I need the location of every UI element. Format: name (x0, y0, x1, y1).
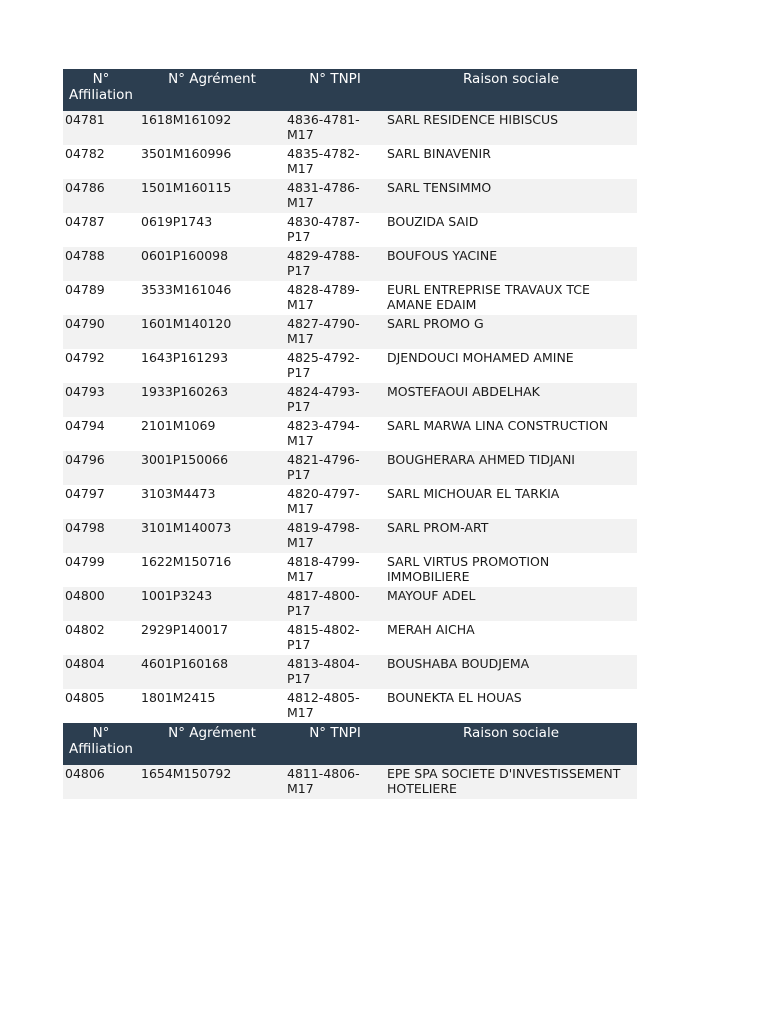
cell-raison-sociale: SARL MARWA LINA CONSTRUCTION (385, 417, 637, 451)
cell-raison-sociale: SARL VIRTUS PROMOTION IMMOBILIERE (385, 553, 637, 587)
cell-tnpi: 4835-4782-M17 (285, 145, 385, 179)
cell-tnpi: 4823-4794-M17 (285, 417, 385, 451)
column-header-agrement: N° Agrément (139, 723, 285, 765)
column-header-tnpi: N° TNPI (285, 69, 385, 111)
cell-tnpi: 4820-4797-M17 (285, 485, 385, 519)
cell-agrement: 0601P160098 (139, 247, 285, 281)
affiliation-table-container (63, 69, 637, 799)
cell-tnpi: 4815-4802-P17 (285, 621, 385, 655)
cell-tnpi: 4829-4788-P17 (285, 247, 385, 281)
table-row (63, 587, 637, 621)
cell-agrement: 3001P150066 (139, 451, 285, 485)
column-header-affiliation: N° Affiliation (63, 69, 139, 111)
table-row (63, 145, 637, 179)
cell-tnpi: 4824-4793-P17 (285, 383, 385, 417)
cell-tnpi: 4818-4799-M17 (285, 553, 385, 587)
table-row (63, 179, 637, 213)
cell-affiliation: 04786 (63, 179, 139, 213)
cell-raison-sociale: MOSTEFAOUI ABDELHAK (385, 383, 637, 417)
cell-tnpi: 4828-4789-M17 (285, 281, 385, 315)
cell-agrement: 1622M150716 (139, 553, 285, 587)
cell-agrement: 1643P161293 (139, 349, 285, 383)
cell-affiliation: 04793 (63, 383, 139, 417)
cell-raison-sociale: BOUZIDA SAID (385, 213, 637, 247)
column-header-affiliation: N° Affiliation (63, 723, 139, 765)
cell-tnpi: 4821-4796-P17 (285, 451, 385, 485)
table-row (63, 417, 637, 451)
table-row (63, 553, 637, 587)
cell-raison-sociale: DJENDOUCI MOHAMED AMINE (385, 349, 637, 383)
cell-agrement: 0619P1743 (139, 213, 285, 247)
cell-tnpi: 4819-4798-M17 (285, 519, 385, 553)
cell-affiliation: 04797 (63, 485, 139, 519)
cell-affiliation: 04806 (63, 765, 139, 799)
cell-affiliation: 04789 (63, 281, 139, 315)
table-row (63, 655, 637, 689)
cell-agrement: 3103M4473 (139, 485, 285, 519)
cell-agrement: 2929P140017 (139, 621, 285, 655)
cell-affiliation: 04805 (63, 689, 139, 723)
table-row (63, 485, 637, 519)
cell-affiliation: 04781 (63, 111, 139, 145)
cell-agrement: 4601P160168 (139, 655, 285, 689)
column-header-agrement: N° Agrément (139, 69, 285, 111)
table-row (63, 519, 637, 553)
table-row (63, 315, 637, 349)
column-header-raison-sociale: Raison sociale (385, 69, 637, 111)
cell-affiliation: 04796 (63, 451, 139, 485)
cell-affiliation: 04798 (63, 519, 139, 553)
cell-agrement: 1001P3243 (139, 587, 285, 621)
cell-raison-sociale: BOUNEKTA EL HOUAS (385, 689, 637, 723)
table-row (63, 765, 637, 799)
cell-agrement: 3101M140073 (139, 519, 285, 553)
cell-raison-sociale: SARL PROM-ART (385, 519, 637, 553)
column-header-raison-sociale: Raison sociale (385, 723, 637, 765)
cell-affiliation: 04804 (63, 655, 139, 689)
cell-tnpi: 4825-4792-P17 (285, 349, 385, 383)
cell-affiliation: 04794 (63, 417, 139, 451)
cell-affiliation: 04799 (63, 553, 139, 587)
table-header-row (63, 69, 637, 111)
cell-affiliation: 04782 (63, 145, 139, 179)
cell-raison-sociale: SARL TENSIMMO (385, 179, 637, 213)
cell-tnpi: 4811-4806-M17 (285, 765, 385, 799)
cell-raison-sociale: MAYOUF ADEL (385, 587, 637, 621)
cell-agrement: 3533M161046 (139, 281, 285, 315)
column-header-tnpi: N° TNPI (285, 723, 385, 765)
cell-raison-sociale: MERAH AICHA (385, 621, 637, 655)
cell-tnpi: 4830-4787-P17 (285, 213, 385, 247)
cell-raison-sociale: SARL MICHOUAR EL TARKIA (385, 485, 637, 519)
table-row (63, 247, 637, 281)
cell-affiliation: 04787 (63, 213, 139, 247)
cell-agrement: 1933P160263 (139, 383, 285, 417)
cell-affiliation: 04800 (63, 587, 139, 621)
cell-affiliation: 04792 (63, 349, 139, 383)
table-row (63, 621, 637, 655)
table-header-row (63, 723, 637, 765)
table-row (63, 281, 637, 315)
cell-affiliation: 04802 (63, 621, 139, 655)
cell-tnpi: 4827-4790-M17 (285, 315, 385, 349)
cell-agrement: 1601M140120 (139, 315, 285, 349)
cell-tnpi: 4831-4786-M17 (285, 179, 385, 213)
cell-raison-sociale: BOUSHABA BOUDJEMA (385, 655, 637, 689)
table-row (63, 383, 637, 417)
cell-agrement: 3501M160996 (139, 145, 285, 179)
cell-raison-sociale: BOUFOUS YACINE (385, 247, 637, 281)
cell-tnpi: 4817-4800-P17 (285, 587, 385, 621)
table-row (63, 349, 637, 383)
cell-affiliation: 04790 (63, 315, 139, 349)
table-row (63, 689, 637, 723)
table-row (63, 111, 637, 145)
cell-agrement: 2101M1069 (139, 417, 285, 451)
affiliation-table (63, 69, 637, 799)
cell-tnpi: 4813-4804-P17 (285, 655, 385, 689)
table-row (63, 451, 637, 485)
table-row (63, 213, 637, 247)
cell-agrement: 1654M150792 (139, 765, 285, 799)
cell-tnpi: 4812-4805-M17 (285, 689, 385, 723)
cell-raison-sociale: SARL BINAVENIR (385, 145, 637, 179)
cell-agrement: 1801M2415 (139, 689, 285, 723)
cell-raison-sociale: SARL RESIDENCE HIBISCUS (385, 111, 637, 145)
cell-raison-sociale: SARL PROMO G (385, 315, 637, 349)
cell-raison-sociale: EPE SPA SOCIETE D'INVESTISSEMENT HOTELIERE (385, 765, 637, 799)
cell-raison-sociale: EURL ENTREPRISE TRAVAUX TCE AMANE EDAIM (385, 281, 637, 315)
cell-raison-sociale: BOUGHERARA AHMED TIDJANI (385, 451, 637, 485)
cell-agrement: 1501M160115 (139, 179, 285, 213)
cell-agrement: 1618M161092 (139, 111, 285, 145)
cell-tnpi: 4836-4781-M17 (285, 111, 385, 145)
cell-affiliation: 04788 (63, 247, 139, 281)
